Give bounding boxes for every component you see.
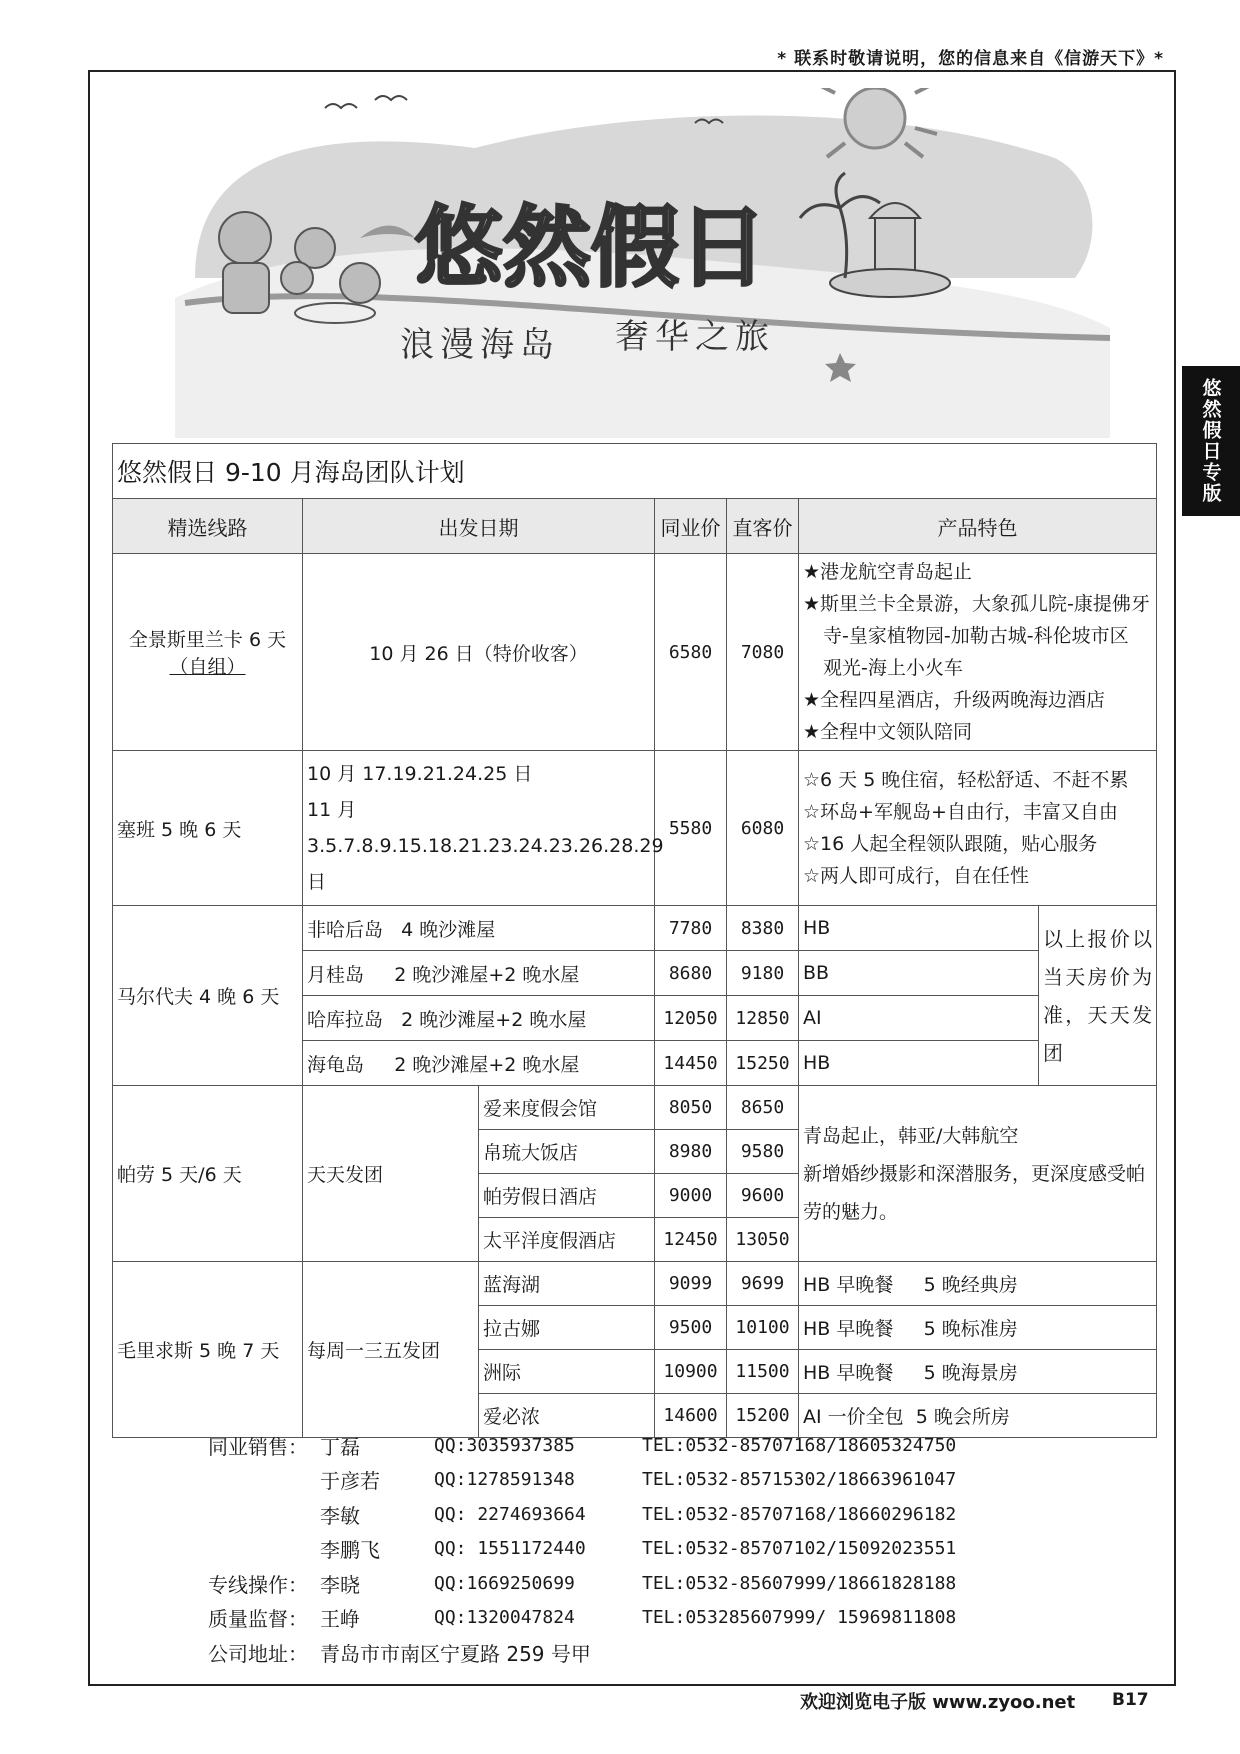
trade-price: 7780 xyxy=(655,906,727,951)
room-type: 5 晚会所房 xyxy=(915,1406,1010,1428)
island-name: 哈库拉岛 xyxy=(307,1008,384,1031)
meal-plan: AI 一价全包 xyxy=(803,1406,904,1428)
trade-price: 8050 xyxy=(655,1086,727,1130)
island-name: 月桂岛 xyxy=(307,963,365,986)
contact-qq: QQ:1320047824 xyxy=(434,1607,575,1629)
banner-illustration xyxy=(175,88,1110,438)
contact-tel: TEL:0532-85607999/18661828188 xyxy=(642,1572,957,1594)
contact-tel: TEL:0532-85707168/18660296182 xyxy=(642,1503,957,1525)
contact-qq: QQ:1278591348 xyxy=(434,1469,575,1491)
feature-line: ☆环岛+军舰岛+自由行，丰富又自由 xyxy=(803,801,1118,823)
feature-line: ★斯里兰卡全景游，大象孤儿院-康提佛牙 xyxy=(803,593,1150,615)
table-row xyxy=(113,554,1157,751)
contact-name: 李晓 xyxy=(320,1572,360,1597)
meal-plan: HB xyxy=(799,1041,1039,1086)
room-type: 5 晚海景房 xyxy=(923,1362,1018,1384)
date-line: 10 月 17.19.21.24.25 日 xyxy=(307,763,533,785)
retail-price: 9180 xyxy=(727,951,799,996)
feature-line: 青岛起止，韩亚/大韩航空 xyxy=(803,1124,1019,1147)
trade-price: 8980 xyxy=(655,1130,727,1174)
banner-title: 悠然假日 xyxy=(415,196,768,299)
trade-price: 9000 xyxy=(655,1174,727,1218)
features-cell xyxy=(799,554,1157,751)
contact-name: 李敏 xyxy=(320,1503,360,1528)
retail-price: 13050 xyxy=(727,1218,799,1262)
retail-price: 9699 xyxy=(727,1262,799,1306)
date-cell: 每周一三五发团 xyxy=(303,1262,479,1438)
date-line: 日 xyxy=(307,871,327,893)
trade-price: 14450 xyxy=(655,1041,727,1086)
date-line: 11 月 xyxy=(307,799,357,821)
route-cell: 毛里求斯 5 晚 7 天 xyxy=(113,1262,303,1438)
contact-row xyxy=(208,1532,956,1567)
trade-price: 9099 xyxy=(655,1262,727,1306)
date-cell: 天天发团 xyxy=(303,1086,479,1262)
retail-price: 7080 xyxy=(727,554,799,751)
retail-price: 10100 xyxy=(727,1306,799,1350)
retail-price: 11500 xyxy=(727,1350,799,1394)
feature-line: ☆16 人起全程领队跟随，贴心服务 xyxy=(803,833,1098,855)
contact-label: 专线操作： xyxy=(208,1572,308,1597)
hotel-name: 爱必浓 xyxy=(479,1394,655,1438)
island-name: 海龟岛 xyxy=(307,1053,365,1076)
contact-tel: TEL:0532-85707102/15092023551 xyxy=(642,1538,957,1560)
table-row xyxy=(113,906,1157,951)
retail-price: 9600 xyxy=(727,1174,799,1218)
island-name: 非哈后岛 xyxy=(307,918,384,941)
tour-plan-table xyxy=(112,443,1157,1438)
contact-qq: QQ:1669250699 xyxy=(434,1572,575,1594)
feature-line: ☆两人即可成行，自在任性 xyxy=(803,865,1030,887)
contact-qq: QQ: 2274693664 xyxy=(434,1503,586,1525)
feature-line: 劳的魅力。 xyxy=(803,1200,899,1223)
page-number: B17 xyxy=(1112,1690,1149,1710)
meal-plan: HB 早晚餐 xyxy=(803,1274,894,1296)
island-cell xyxy=(303,951,655,996)
contact-row xyxy=(208,1428,956,1463)
contact-name: 于彦若 xyxy=(320,1469,380,1494)
contact-tel: TEL:053285607999/ 15969811808 xyxy=(642,1607,957,1629)
island-cell xyxy=(303,996,655,1041)
feature-line: 观光-海上小火车 xyxy=(823,657,963,679)
feature-line: ★全程四星酒店，升级两晚海边酒店 xyxy=(803,689,1106,711)
table-row xyxy=(113,751,1157,906)
contact-row xyxy=(208,1601,956,1636)
meal-plan: HB xyxy=(799,906,1039,951)
source-note: * 联系时敬请说明，您的信息来自《信游天下》* xyxy=(777,49,1164,69)
contact-qq: QQ: 1551172440 xyxy=(434,1538,586,1560)
room-type: 5 晚经典房 xyxy=(923,1274,1018,1296)
meal-room-cell xyxy=(799,1350,1157,1394)
header-features: 产品特色 xyxy=(799,499,1157,554)
header-route: 精选线路 xyxy=(113,499,303,554)
room-type: 5 晚标准房 xyxy=(923,1318,1018,1340)
maldives-note: 以上报价以当天房价为准，天天发团 xyxy=(1039,906,1157,1086)
retail-price: 9580 xyxy=(727,1130,799,1174)
contact-row xyxy=(208,1463,956,1498)
meal-plan: BB xyxy=(799,951,1039,996)
company-address: 青岛市市南区宁夏路 259 号甲 xyxy=(320,1641,591,1666)
room-type: 2 晚沙滩屋+2 晚水屋 xyxy=(401,1008,587,1031)
contact-label: 同业销售： xyxy=(208,1434,308,1459)
retail-price: 15200 xyxy=(727,1394,799,1438)
island-cell xyxy=(303,1041,655,1086)
hotel-name: 蓝海湖 xyxy=(479,1262,655,1306)
contact-tel: TEL:0532-85715302/18663961047 xyxy=(642,1469,957,1491)
trade-price: 10900 xyxy=(655,1350,727,1394)
route-cell: 马尔代夫 4 晚 6 天 xyxy=(113,906,303,1086)
contact-row xyxy=(208,1497,956,1532)
route-cell: 帕劳 5 天/6 天 xyxy=(113,1086,303,1262)
header-retail-price: 直客价 xyxy=(727,499,799,554)
room-type: 2 晚沙滩屋+2 晚水屋 xyxy=(394,963,580,986)
route-cell xyxy=(113,554,303,751)
island-cell xyxy=(303,906,655,951)
route-name: 全景斯里兰卡 6 天 xyxy=(128,629,287,651)
meal-room-cell xyxy=(799,1306,1157,1350)
footer-website: 欢迎浏览电子版 www.zyoo.net xyxy=(800,1692,1076,1713)
hotel-name: 洲际 xyxy=(479,1350,655,1394)
room-type: 2 晚沙滩屋+2 晚水屋 xyxy=(394,1053,580,1076)
hotel-name: 帛琉大饭店 xyxy=(479,1130,655,1174)
meal-room-cell xyxy=(799,1262,1157,1306)
header-trade-price: 同业价 xyxy=(655,499,727,554)
header-date: 出发日期 xyxy=(303,499,655,554)
meal-plan: HB 早晚餐 xyxy=(803,1362,894,1384)
feature-line: ☆6 天 5 晚住宿，轻松舒适、不赶不累 xyxy=(803,769,1129,791)
feature-line: ★港龙航空青岛起止 xyxy=(803,561,973,583)
banner-slogan-left: 浪漫海岛 xyxy=(400,325,560,365)
hotel-name: 太平洋度假酒店 xyxy=(479,1218,655,1262)
trade-price: 5580 xyxy=(655,751,727,906)
route-cell: 塞班 5 晚 6 天 xyxy=(113,751,303,906)
table-row xyxy=(113,1262,1157,1306)
contact-name: 李鹏飞 xyxy=(320,1538,380,1563)
retail-price: 15250 xyxy=(727,1041,799,1086)
feature-line: 寺-皇家植物园-加勒古城-科伦坡市区 xyxy=(823,625,1129,647)
trade-price: 8680 xyxy=(655,951,727,996)
features-cell xyxy=(799,751,1157,906)
feature-line: 新增婚纱摄影和深潜服务，更深度感受帕 xyxy=(803,1162,1146,1185)
table-row xyxy=(113,1086,1157,1130)
contact-qq: QQ:3035937385 xyxy=(434,1434,575,1456)
date-cell: 10 月 26 日（特价收客） xyxy=(303,554,655,751)
hotel-name: 拉古娜 xyxy=(479,1306,655,1350)
contact-name: 丁磊 xyxy=(320,1434,360,1459)
meal-plan: HB 早晚餐 xyxy=(803,1318,894,1340)
retail-price: 6080 xyxy=(727,751,799,906)
address-row xyxy=(208,1635,956,1670)
retail-price: 8380 xyxy=(727,906,799,951)
route-note: （自组） xyxy=(169,656,246,678)
trade-price: 12050 xyxy=(655,996,727,1041)
contact-name: 王峥 xyxy=(320,1607,360,1632)
trade-price: 12450 xyxy=(655,1218,727,1262)
features-cell xyxy=(799,1086,1157,1262)
banner-slogan-right: 奢华之旅 xyxy=(615,317,775,357)
trade-price: 14600 xyxy=(655,1394,727,1438)
hotel-name: 爱来度假会馆 xyxy=(479,1086,655,1130)
contact-list xyxy=(208,1428,956,1670)
retail-price: 12850 xyxy=(727,996,799,1041)
address-label: 公司地址： xyxy=(208,1641,308,1666)
room-type: 4 晚沙滩屋 xyxy=(401,918,496,941)
date-line: 3.5.7.8.9.15.18.21.23.24.23.26.28.29 xyxy=(307,835,664,857)
feature-line: ★全程中文领队陪同 xyxy=(803,721,973,743)
contact-label: 质量监督： xyxy=(208,1607,308,1632)
contact-row xyxy=(208,1566,956,1601)
date-cell xyxy=(303,751,664,906)
side-tab: 悠然假日专版 xyxy=(1182,366,1240,516)
hotel-name: 帕劳假日酒店 xyxy=(479,1174,655,1218)
retail-price: 8650 xyxy=(727,1086,799,1130)
trade-price: 9500 xyxy=(655,1306,727,1350)
contact-tel: TEL:0532-85707168/18605324750 xyxy=(642,1434,957,1456)
meal-plan: AI xyxy=(799,996,1039,1041)
trade-price: 6580 xyxy=(655,554,727,751)
table-title: 悠然假日 9-10 月海岛团队计划 xyxy=(113,444,1157,499)
